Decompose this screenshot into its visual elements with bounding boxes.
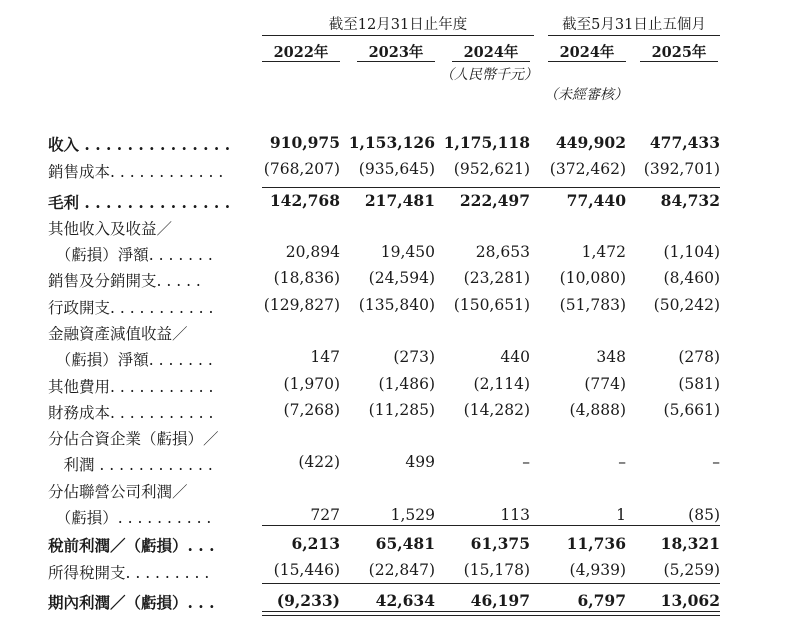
row-value: 46,197 bbox=[470, 591, 530, 610]
year-rule-2024 bbox=[452, 61, 530, 62]
row-value: (278) bbox=[678, 348, 720, 366]
row-label: 金融資產減值收益／ bbox=[48, 325, 188, 343]
row-label: 所得稅開支. . . . . . . . . bbox=[48, 564, 210, 582]
row-value: (5,661) bbox=[663, 401, 720, 419]
row-label: 收入 . . . . . . . . . . . . . . bbox=[48, 135, 231, 154]
row-value: 142,768 bbox=[269, 191, 340, 210]
row-value: (4,939) bbox=[569, 561, 626, 579]
header-group-years-rule bbox=[262, 35, 534, 36]
year-header-2024: 2024年 bbox=[463, 44, 519, 61]
year-rule-2023 bbox=[357, 61, 435, 62]
row-label: 利潤 . . . . . . . . . . . . bbox=[48, 456, 213, 474]
row-value: 477,433 bbox=[649, 133, 720, 152]
header-group-months: 截至5月31日止五個月 bbox=[562, 17, 706, 33]
row-value: 13,062 bbox=[660, 591, 720, 610]
row-value: 449,902 bbox=[555, 133, 626, 152]
row-value: (24,594) bbox=[368, 269, 435, 287]
row-value: 28,653 bbox=[475, 243, 530, 261]
row-value: – bbox=[618, 453, 626, 471]
row-value: (150,651) bbox=[453, 296, 530, 314]
row-value: (1,486) bbox=[378, 375, 435, 393]
row-value: 19,450 bbox=[380, 243, 435, 261]
row-label: （虧損）淨額. . . . . . . bbox=[48, 246, 213, 264]
row-value: 113 bbox=[500, 506, 530, 524]
row-value: (935,645) bbox=[358, 160, 435, 178]
double-rule-top bbox=[262, 611, 720, 612]
row-value: – bbox=[712, 453, 720, 471]
unaudited-note: （未經審核） bbox=[544, 87, 628, 103]
row-value: (581) bbox=[678, 375, 720, 393]
year-header-2025-ytd: 2025年 bbox=[651, 44, 707, 61]
year-header-2023: 2023年 bbox=[368, 44, 424, 61]
row-value: 910,975 bbox=[269, 133, 340, 152]
row-label: 行政開支. . . . . . . . . . . bbox=[48, 299, 214, 317]
row-value: (50,242) bbox=[653, 296, 720, 314]
row-value: (422) bbox=[298, 453, 340, 471]
row-value: (1,104) bbox=[663, 243, 720, 261]
row-value: 65,481 bbox=[375, 534, 435, 553]
row-value: 348 bbox=[596, 348, 626, 366]
row-value: 440 bbox=[500, 348, 530, 366]
row-value: (18,836) bbox=[273, 269, 340, 287]
rule-before-profit-before-tax bbox=[262, 525, 720, 526]
row-value: (273) bbox=[393, 348, 435, 366]
year-rule-2022 bbox=[262, 61, 340, 62]
currency-note: （人民幣千元） bbox=[440, 67, 538, 83]
row-value: 42,634 bbox=[375, 591, 435, 610]
row-label: 銷售成本. . . . . . . . . . . . bbox=[48, 163, 224, 181]
row-value: 77,440 bbox=[566, 191, 626, 210]
row-value: (952,621) bbox=[453, 160, 530, 178]
row-value: 727 bbox=[310, 506, 340, 524]
row-value: 147 bbox=[310, 348, 340, 366]
row-label: 期內利潤／（虧損）. . . bbox=[48, 593, 215, 612]
row-value: (774) bbox=[584, 375, 626, 393]
row-value: 1 bbox=[616, 506, 626, 524]
row-label: 分佔合資企業（虧損）／ bbox=[48, 430, 219, 448]
year-header-2022: 2022年 bbox=[273, 44, 329, 61]
row-label: （虧損）. . . . . . . . . . bbox=[48, 509, 212, 527]
row-value: (392,701) bbox=[643, 160, 720, 178]
row-value: 217,481 bbox=[364, 191, 435, 210]
row-value: (5,259) bbox=[663, 561, 720, 579]
row-value: (1,970) bbox=[283, 375, 340, 393]
row-value: 6,213 bbox=[291, 534, 340, 553]
row-value: 11,736 bbox=[566, 534, 626, 553]
row-value: 1,153,126 bbox=[348, 133, 435, 152]
row-value: (768,207) bbox=[263, 160, 340, 178]
row-value: (10,080) bbox=[559, 269, 626, 287]
row-label: （虧損）淨額. . . . . . . bbox=[48, 351, 213, 369]
row-value: (135,840) bbox=[358, 296, 435, 314]
row-value: 1,472 bbox=[581, 243, 626, 261]
double-rule-bottom bbox=[262, 615, 720, 616]
row-value: (8,460) bbox=[663, 269, 720, 287]
row-value: (129,827) bbox=[263, 296, 340, 314]
row-value: (15,178) bbox=[463, 561, 530, 579]
rule-before-profit-for-period bbox=[262, 583, 720, 584]
row-value: (4,888) bbox=[569, 401, 626, 419]
row-value: 1,529 bbox=[390, 506, 435, 524]
row-label: 其他費用. . . . . . . . . . . bbox=[48, 378, 214, 396]
row-value: 499 bbox=[405, 453, 435, 471]
row-value: (2,114) bbox=[473, 375, 530, 393]
rule-after-cost-of-sales bbox=[262, 187, 720, 188]
row-value: (372,462) bbox=[549, 160, 626, 178]
row-value: 84,732 bbox=[660, 191, 720, 210]
row-value: 20,894 bbox=[285, 243, 340, 261]
row-value: – bbox=[522, 453, 530, 471]
row-value: (22,847) bbox=[368, 561, 435, 579]
row-label: 稅前利潤／（虧損）. . . bbox=[48, 536, 215, 555]
row-value: (7,268) bbox=[283, 401, 340, 419]
year-rule-2024-ytd bbox=[548, 61, 626, 62]
row-label: 財務成本. . . . . . . . . . . bbox=[48, 404, 214, 422]
row-value: (11,285) bbox=[368, 401, 435, 419]
row-value: 1,175,118 bbox=[443, 133, 530, 152]
header-group-years: 截至12月31日止年度 bbox=[328, 17, 468, 33]
row-label: 銷售及分銷開支. . . . . bbox=[48, 272, 201, 290]
row-value: (9,233) bbox=[276, 591, 340, 610]
row-label: 分佔聯營公司利潤／ bbox=[48, 483, 188, 501]
year-rule-2025-ytd bbox=[640, 61, 718, 62]
year-header-2024-ytd: 2024年 bbox=[559, 44, 615, 61]
row-value: (15,446) bbox=[273, 561, 340, 579]
row-value: (23,281) bbox=[463, 269, 530, 287]
row-value: 18,321 bbox=[660, 534, 720, 553]
row-label: 其他收入及收益／ bbox=[48, 220, 173, 238]
row-value: 61,375 bbox=[470, 534, 530, 553]
row-value: (14,282) bbox=[463, 401, 530, 419]
row-value: 6,797 bbox=[577, 591, 626, 610]
row-value: (85) bbox=[688, 506, 720, 524]
row-label: 毛利 . . . . . . . . . . . . . . bbox=[48, 193, 231, 212]
row-value: 222,497 bbox=[459, 191, 530, 210]
header-group-months-rule bbox=[548, 35, 720, 36]
row-value: (51,783) bbox=[559, 296, 626, 314]
